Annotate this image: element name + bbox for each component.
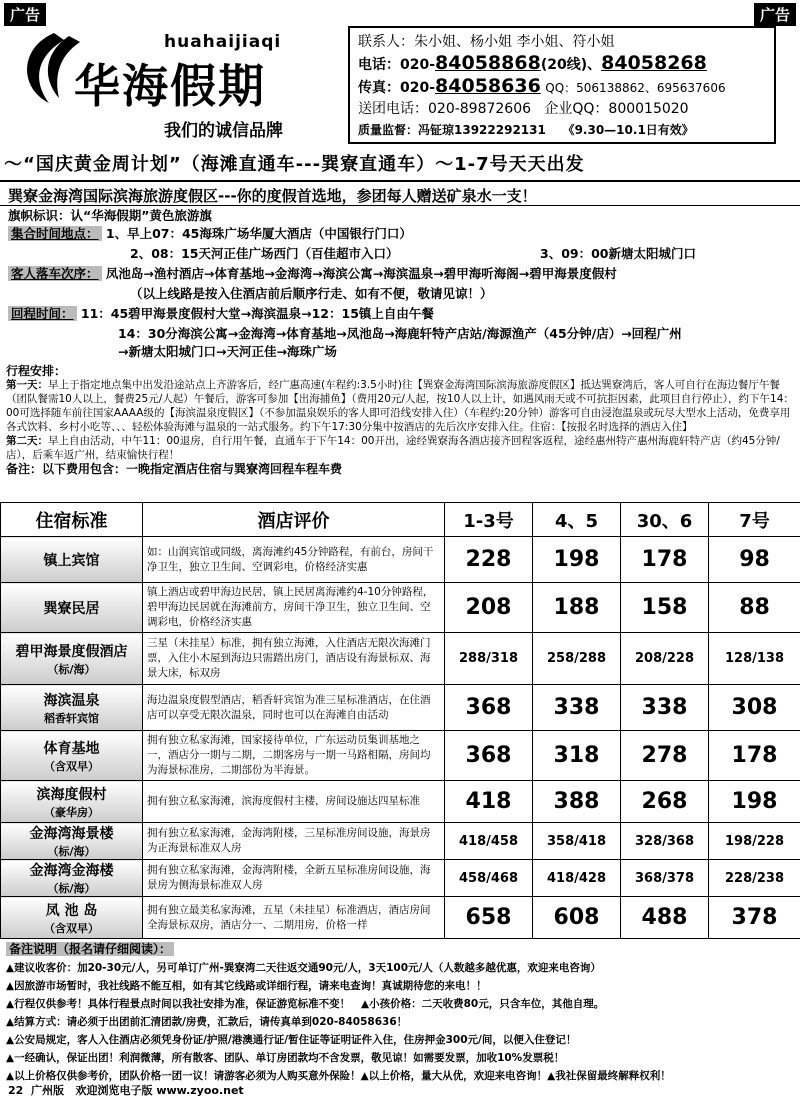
hotel-name [1, 633, 143, 685]
hotel-name-text: 体育基地 [43, 740, 100, 757]
meet-point-2: 2、08：15天河正佳广场西门（百佳超市入口） [130, 246, 399, 261]
hotel-description: 三星（未挂星）标准，拥有独立海滩，入住酒店无限次海滩门票，入住小木屋到海边只需踏出房门，酒店设有海景标双、海景大床，标双房 [143, 633, 445, 685]
table-row [1, 860, 800, 897]
hotel-name-text: 金海湾金海楼 [29, 863, 114, 879]
contact-box [348, 26, 776, 144]
price-cell: 198/228 [709, 823, 800, 860]
table-header-cell: 1-3号 [445, 503, 533, 537]
resort-title: 巽寮金海湾国际滨海旅游度假区---你的度假首选地，参团每人赠送矿泉水一支！ [0, 180, 800, 206]
hotel-sub: （含双早） [44, 759, 99, 773]
return-label: 回程时间： [8, 306, 77, 321]
price-cell: 228 [445, 537, 533, 583]
note-3: ▲行程仅供参考！具体行程景点时间以我社安排为准，保证游览标准不变！ ▲小孩价格：二天收费80元，只含车位，其他自理。 [6, 998, 605, 1010]
meet-point-1: 1、早上07：45海珠广场华厦大酒店（中国银行门口） [105, 226, 412, 241]
table-row [1, 537, 800, 583]
hotel-description: 拥有独立私家海滩，金海湾附楼，三星标准房间设施，海景房为正海景标准双人房 [143, 823, 445, 860]
note-5: ▲公安局规定，客人入住酒店必须凭身份证/护照/港澳通行证/暂住证等证明证件入住，住房押金300元/间，以便入住登记！ [6, 1034, 577, 1046]
supervisor-line: 质量监督：冯钲琼13922292131 《9.30—10.1日有效》 [358, 123, 694, 137]
deliver-line: 送团电话：020-89872606 企业QQ：800015020 [358, 101, 689, 117]
hotel-name [1, 537, 143, 583]
hotel-sub: （豪华房） [44, 805, 99, 819]
ad-label-left: 广告 [4, 3, 46, 26]
logo-slogan: 我们的诚信品牌 [164, 121, 283, 141]
edition: 广州版 [30, 1084, 64, 1097]
price-cell: 608 [533, 897, 621, 939]
contact-people: 联系人：朱小姐、杨小姐 李小姐、符小姐 [358, 34, 615, 50]
table-body [1, 537, 800, 939]
itinerary-title: 行程安排： [6, 364, 67, 378]
day-2: 第二天：早上自由活动，中午11：00退房，自行用午餐，直通车于下午14：00开出，途经巽寮海各酒店接齐回程客返程，途经惠州特产惠州海鹿轩特产店（约45分钟/店），后乘车返广州，结束愉快行程！ [6, 435, 780, 461]
table-row [1, 633, 800, 685]
ad-label-right: 广告 [754, 3, 796, 26]
price-cell: 88 [709, 583, 800, 633]
note-4: ▲结算方式：请必须于出团前汇清团款/房费，汇款后，请传真单到020-84058636！ [6, 1016, 408, 1028]
phone-1[interactable]: 84058868 [435, 52, 541, 74]
page-number: 22 [8, 1084, 24, 1097]
price-cell: 368 [445, 685, 533, 731]
price-cell: 208 [445, 583, 533, 633]
hotel-description: 拥有独立最美私家海滩，五星（未挂星）标准酒店，酒店房间全海景标双房，酒店分一、二期用房，价格一样 [143, 897, 445, 939]
price-cell: 418/428 [533, 860, 621, 897]
price-cell: 338 [533, 685, 621, 731]
price-cell: 308 [709, 685, 800, 731]
price-cell: 228/238 [709, 860, 800, 897]
hotel-name [1, 731, 143, 781]
table-row [1, 685, 800, 731]
hotel-description: 镇上酒店或碧甲海边民居，镇上民居离海滩约4-10分钟路程，碧甲海边民居就在海滩前方，房间干净卫生，独立卫生间、空调彩电，价格经济实惠 [143, 583, 445, 633]
order-label: 客人落车次序： [8, 266, 102, 281]
price-cell: 208/228 [621, 633, 709, 685]
table-header [1, 503, 800, 537]
hotel-name [1, 781, 143, 823]
fax-number: 84058636 [435, 75, 541, 97]
price-cell: 278 [621, 731, 709, 781]
footer-link[interactable]: 欢迎浏览电子版 www.zyoo.net [75, 1084, 244, 1097]
hotel-name-text: 碧甲海景度假酒店 [15, 643, 128, 660]
price-includes: 备注：以下费用包含：一晚指定酒店住宿与巽寮湾回程车程车费 [6, 462, 343, 476]
hotel-name-text: 凤 池 岛 [45, 902, 98, 919]
price-cell: 318 [533, 731, 621, 781]
hotel-name-text: 巽寮民居 [43, 600, 100, 617]
note-2: ▲因旅游市场暂时，我社线路不能互相，如有其它线路或详细行程，请来电查询！真诚期待您的来电！！ [6, 980, 487, 992]
drop-order-note: （以上线路是按入住酒店前后顺序行走、如有不便，敬请见谅！） [130, 286, 493, 301]
notes [0, 940, 800, 1085]
hotel-name-text: 滨海度假村 [36, 786, 107, 803]
table-header-cell: 7号 [709, 503, 800, 537]
table-header-cell: 酒店评价 [143, 503, 445, 537]
price-cell: 258/288 [533, 633, 621, 685]
promo-banner: ～“国庆黄金周计划”（海滩直通车---巽寮直通车）～1-7号天天出发 [4, 154, 585, 175]
hotel-description: 海边温泉度假型酒店，稻香轩宾馆为准三星标准酒店，在住酒店可以享受无限次温泉，同时也可以在海滩自由活动 [143, 685, 445, 731]
logo [14, 24, 334, 144]
table-header-cell: 30、6 [621, 503, 709, 537]
hotel-description: 拥有独立私家海滩，国家接待单位，广东运动员集训基地之一，酒店分一期与二期，二期客房与一期一马路相隔，房间均为海景标准房，二期部份为半海景。 [143, 731, 445, 781]
price-cell: 178 [621, 537, 709, 583]
logo-pinyin: huahaijiaqi [164, 32, 282, 52]
price-cell: 368 [445, 731, 533, 781]
note-6: ▲一经确认，保证出团！利润微薄，所有散客、团队、单订房团款均不含发票，敬见谅！如需要发票，加收10%发票税！ [6, 1052, 565, 1064]
hotel-sub: 稻香轩宾馆 [44, 711, 99, 725]
trip-info [0, 208, 800, 363]
price-cell: 418 [445, 781, 533, 823]
logo-name: 华海假期 [74, 59, 266, 113]
price-table [0, 502, 800, 939]
price-cell: 128/138 [709, 633, 800, 685]
itinerary [0, 364, 800, 476]
price-cell: 198 [533, 537, 621, 583]
return-2: 14：30分海滨公寓→金海湾→体育基地→凤池岛→海鹿轩特产店站/海源渔产（45分钟/店）→回程广州 [118, 326, 682, 341]
price-cell: 368/378 [621, 860, 709, 897]
drop-order: 凤池岛→渔村酒店→体育基地→金海湾→海滨公寓→海滨温泉→碧甲海听海阁→碧甲海景度假村 [105, 266, 617, 281]
fax-line: 传真：020-84058636 QQ：506138862、695637606 [358, 75, 726, 97]
table-row [1, 897, 800, 939]
price-cell: 418/458 [445, 823, 533, 860]
price-cell: 358/418 [533, 823, 621, 860]
hotel-description: 如：山润宾馆或同级，离海滩约45分钟路程，有前台，房间干净卫生，独立卫生间、空调彩电，价格经济实惠 [143, 537, 445, 583]
note-1: ▲建议收客价：加20-30元/人，另可单订广州-巽寮湾二天往返交通90元/人，3天100元/人（人数越多越优惠，欢迎来电咨询） [6, 962, 601, 974]
price-cell: 378 [709, 897, 800, 939]
return-1: 11：45碧甲海景度假村大堂→海滨温泉→12：15镇上自由午餐 [80, 306, 434, 321]
header [0, 4, 800, 144]
price-cell: 658 [445, 897, 533, 939]
price-cell: 158 [621, 583, 709, 633]
hotel-sub: （标/海） [47, 662, 96, 676]
hotel-sub: （标/海） [47, 882, 96, 895]
price-cell: 198 [709, 781, 800, 823]
price-cell: 288/318 [445, 633, 533, 685]
price-cell: 178 [709, 731, 800, 781]
price-cell: 268 [621, 781, 709, 823]
hotel-name [1, 860, 143, 897]
price-cell: 458/468 [445, 860, 533, 897]
hotel-name [1, 823, 143, 860]
phone-2[interactable]: 84058268 [601, 52, 707, 74]
hotel-name [1, 583, 143, 633]
hotel-name-text: 镇上宾馆 [43, 552, 100, 569]
table-row [1, 781, 800, 823]
table-row [1, 823, 800, 860]
hotel-name [1, 897, 143, 939]
day-1: 第一天：早上于指定地点集中出发沿途站点上齐游客后，经广惠高速(车程约:3.5小时)往【巽寮金海湾国际滨海旅游度假区】抵达巽寮湾后，客人可自行在海边餐厅午餐（团队餐需10人以上，餐费25元/人起）午餐后，游客可参加【出海捕鱼】（费用20元/人起，按10人以上计，如遇风雨天或不可抗拒因素，此项目自行停止），约下午14：00可选择随车前往国家AAAA级的【海滨温泉度假区】（不参加温泉娱乐的客人即可沿线安排入住）（车程约:20分钟）游客可自由浸泡温泉或玩尽大型水上活动，免费享用各式饮料、乡村小吃等、、、轻松体验海滩与温泉的一站式服务。约下午17:30分集中按酒店的先后次序安排入住。住宿：【按报名时选择的酒店入住】 [6, 379, 794, 433]
meet-label: 集合时间地点： [8, 226, 102, 241]
price-cell: 388 [533, 781, 621, 823]
price-cell: 188 [533, 583, 621, 633]
hotel-name [1, 685, 143, 731]
hotel-sub: （含双早） [44, 921, 99, 935]
return-3: →新塘太阳城门口→天河正佳→海珠广场 [118, 344, 337, 359]
footer [8, 1082, 244, 1098]
notes-title: 备注说明（报名请仔细阅读）： [6, 942, 174, 956]
hotel-name-text: 海滨温泉 [43, 692, 100, 709]
price-cell: 98 [709, 537, 800, 583]
price-cell: 338 [621, 685, 709, 731]
hotel-description: 拥有独立私家海滩，滨海度假村主楼，房间设施达四星标准 [143, 781, 445, 823]
flag-info: 旗帜标识：认“华海假期”黄色旅游旗 [8, 208, 212, 223]
note-7: ▲以上价格仅供参考价，团队价格一团一议！请游客必须为人购买意外保险！▲以上价格，量大从优，欢迎来电咨询！▲我社保留最终解释权利！ [6, 1070, 671, 1082]
meet-point-3: 3、09：00新塘太阳城门口 [540, 246, 696, 261]
price-cell: 488 [621, 897, 709, 939]
table-row [1, 731, 800, 781]
table-header-cell: 住宿标准 [1, 503, 143, 537]
phone-line: 电话：020-84058868(20线)、84058268 [358, 52, 707, 74]
hotel-name-text: 金海湾海景楼 [29, 826, 114, 842]
hotel-sub: （标/海） [47, 845, 96, 858]
table-row [1, 583, 800, 633]
price-cell: 328/368 [621, 823, 709, 860]
table-header-cell: 4、5 [533, 503, 621, 537]
hotel-description: 拥有独立私家海滩，金海湾附楼，全新五星标准房间设施，海景房为侧海景标准双人房 [143, 860, 445, 897]
